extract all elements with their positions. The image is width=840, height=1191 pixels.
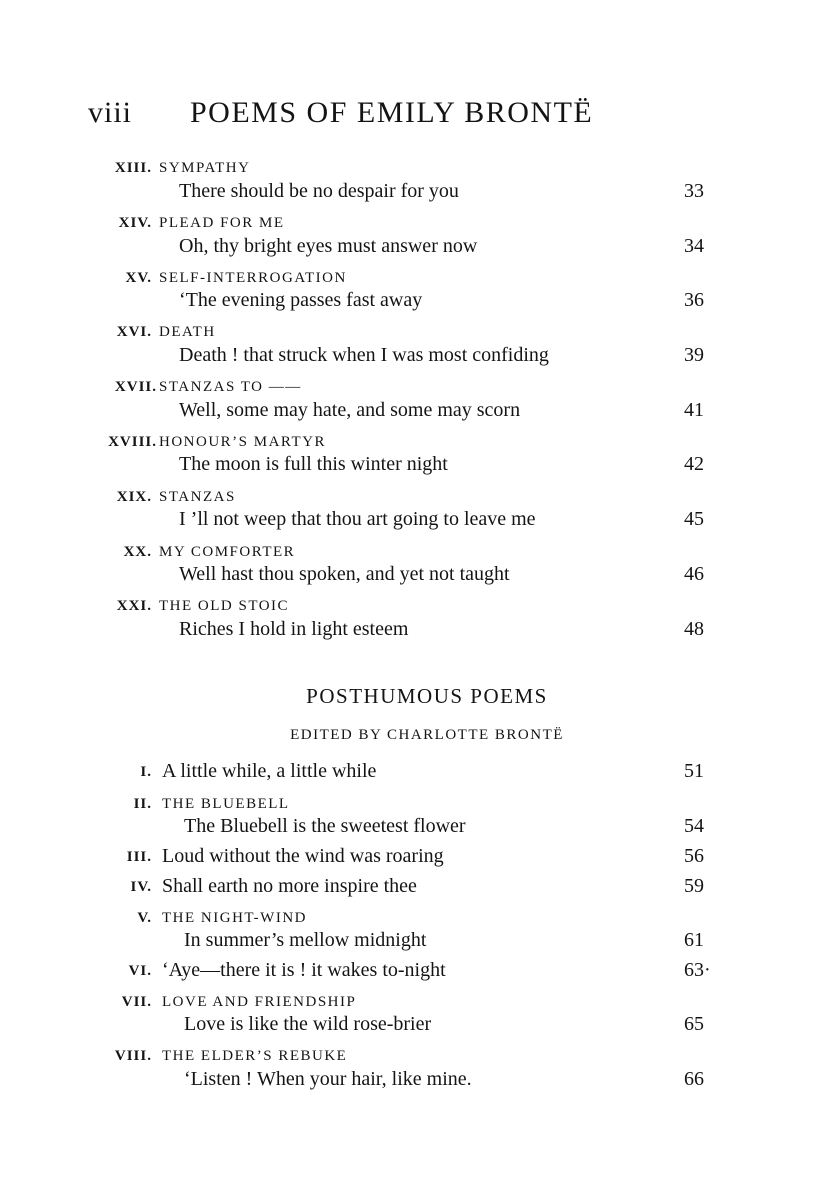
entry-numeral: XIII. [114,160,152,176]
entry-heading: DEATH [159,324,216,340]
entry-line-row [0,929,840,961]
entry-heading: MY COMFORTER [159,544,296,560]
entry-first-line: A little while, a little while [162,760,377,782]
entry-line-row [0,289,840,321]
entry-first-line: Well hast thou spoken, and yet not taught [179,563,510,585]
entry-page: 41 [684,399,704,421]
entry-line-row [0,959,840,991]
entry-page: 46 [684,563,704,585]
entry-line-row [0,508,840,540]
entry-line-row [0,1068,840,1100]
entry-numeral: III. [126,849,152,865]
entry-first-line: Loud without the wind was roaring [162,845,444,867]
entry-page: 51 [684,760,704,782]
entry-first-line: Oh, thy bright eyes must answer now [179,235,478,257]
entry-first-line: I ’ll not weep that thou art going to leave me [179,508,536,530]
entry-heading: SYMPATHY [159,160,251,176]
entry-line-row [0,563,840,595]
entry-first-line: Shall earth no more inspire thee [162,875,417,897]
entry-page: 66 [684,1068,704,1090]
entry-numeral: I. [140,764,152,780]
entry-page: 45 [684,508,704,530]
entry-first-line: The Bluebell is the sweetest flower [184,815,466,837]
entry-line-row [0,399,840,431]
entry-line-row [0,875,840,907]
entry-first-line: The moon is full this winter night [179,453,448,475]
entry-numeral: VI. [128,963,152,979]
entry-first-line: Well, some may hate, and some may scorn [179,399,521,421]
entry-heading: STANZAS TO —— [159,379,302,395]
entry-page: 65 [684,1013,704,1035]
entry-heading: THE OLD STOIC [159,598,290,614]
entry-page: 61 [684,929,704,951]
entry-numeral: V. [137,910,152,926]
entry-first-line: Riches I hold in light esteem [179,618,409,640]
entry-heading: STANZAS [159,489,236,505]
entry-numeral: XVIII. [108,434,157,450]
entry-first-line: Love is like the wild rose-brier [184,1013,432,1035]
entry-first-line: There should be no despair for you [179,180,459,202]
entry-line-row [0,344,840,376]
entry-numeral: XX. [123,544,152,560]
entry-heading: THE NIGHT-WIND [162,910,307,926]
entry-first-line: Death ! that struck when I was most confiding [179,344,549,366]
entry-heading: SELF-INTERROGATION [159,270,347,286]
entry-numeral: VII. [121,994,152,1010]
entry-page: 48 [684,618,704,640]
entry-first-line: In summer’s mellow midnight [184,929,427,951]
entry-heading: LOVE AND FRIENDSHIP [162,994,357,1010]
page-number: viii [88,96,133,129]
entry-heading: PLEAD FOR ME [159,215,285,231]
entry-numeral: XIV. [118,215,152,231]
section-title: POSTHUMOUS POEMS [306,684,548,708]
entry-page: 59 [684,875,704,897]
entry-numeral: XVI. [116,324,152,340]
entry-page: 34 [684,235,704,257]
entry-page: 63· [684,959,711,981]
entry-line-row [0,760,840,792]
entry-first-line: ‘Aye—there it is ! it wakes to-night [162,959,446,981]
entry-page: 33 [684,180,704,202]
entry-page: 54 [684,815,704,837]
entry-first-line: ‘Listen ! When your hair, like mine. [184,1068,472,1090]
entry-line-row [0,1013,840,1045]
entry-numeral: XVII. [114,379,157,395]
entry-numeral: XV. [125,270,152,286]
entry-numeral: VIII. [114,1048,152,1064]
entry-numeral: II. [133,796,152,812]
entry-numeral: XIX. [116,489,152,505]
entry-page: 42 [684,453,704,475]
entry-line-row [0,618,840,650]
entry-heading: THE BLUEBELL [162,796,290,812]
entry-heading: THE ELDER’S REBUKE [162,1048,348,1064]
entry-numeral: IV. [130,879,152,895]
running-title: POEMS OF EMILY BRONTË [190,96,594,129]
entry-line-row [0,453,840,485]
entry-line-row [0,180,840,212]
editor-line: EDITED BY CHARLOTTE BRONTË [290,727,564,743]
entry-line-row [0,235,840,267]
entry-heading: HONOUR’S MARTYR [159,434,327,450]
entry-line-row [0,815,840,847]
entry-page: 36 [684,289,704,311]
entry-page: 56 [684,845,704,867]
entry-first-line: ‘The evening passes fast away [179,289,423,311]
entry-page: 39 [684,344,704,366]
entry-numeral: XXI. [116,598,152,614]
entry-line-row [0,845,840,877]
